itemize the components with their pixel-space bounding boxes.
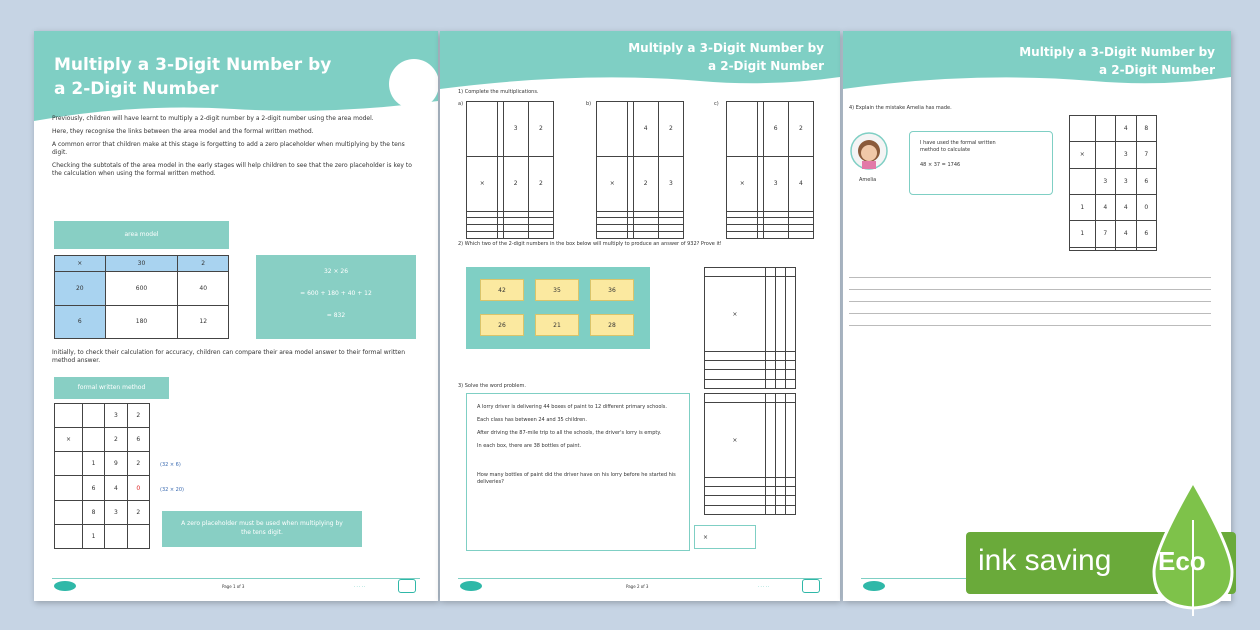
grid-cell[interactable]: 4 <box>788 156 813 211</box>
note-box: A zero placeholder must be used when multiplying by the tens digit. <box>162 511 362 547</box>
number-card: 36 <box>590 279 634 301</box>
grid-cell[interactable] <box>765 505 775 514</box>
brand-logo-icon <box>54 581 76 591</box>
eco-label: Eco <box>1158 546 1206 576</box>
paragraph: Initially, to check their calculation for accuracy, children can compare their area model answer to their formal written method answer. <box>52 349 405 364</box>
grid-cell[interactable]: 3 <box>1095 168 1115 194</box>
grid-cell[interactable]: 3 <box>105 500 127 524</box>
grid-cell[interactable] <box>775 268 785 277</box>
grid-cell[interactable] <box>727 232 758 239</box>
grid-cell[interactable] <box>727 211 758 218</box>
grid-cell[interactable] <box>765 379 775 388</box>
grid-cell[interactable] <box>785 370 795 379</box>
paragraph: After driving the 87-mile trip to all the schools, the driver's lorry is empty. <box>477 430 662 436</box>
grid-cell[interactable]: 3 <box>763 156 788 211</box>
working-grid <box>704 267 796 389</box>
title-line: Multiply a 3-Digit Number by <box>628 41 824 55</box>
grid-cell[interactable] <box>785 477 795 486</box>
grid-cell[interactable] <box>1095 116 1115 142</box>
grid-cell[interactable] <box>658 218 683 225</box>
grid-cell[interactable] <box>785 505 795 514</box>
paragraph: A lorry driver is delivering 44 boxes of paint to 12 different primary schools. <box>477 404 667 410</box>
question-label: b) <box>586 101 592 107</box>
character-name: Amelia <box>859 177 877 183</box>
grid-cell[interactable] <box>765 487 775 496</box>
grid-cell[interactable] <box>785 277 795 351</box>
paragraph: Checking the subtotals of the area model in the early stages will help children to see that the zero placeholder is key to the calculation when using the formal written method. <box>52 162 412 177</box>
grid-cell[interactable]: × <box>705 277 766 351</box>
grid-cell[interactable] <box>503 218 528 225</box>
title-line: Multiply a 3-Digit Number by <box>54 55 332 75</box>
grid-cell[interactable] <box>775 379 785 388</box>
grid-cell[interactable]: 2 <box>528 102 553 157</box>
grid-cell[interactable] <box>597 218 628 225</box>
grid-cell[interactable]: 3 <box>503 102 528 157</box>
grid-cell[interactable]: × <box>55 428 83 452</box>
footer-rule <box>52 578 420 579</box>
grid-cell[interactable] <box>775 351 785 360</box>
grid-cell[interactable] <box>727 102 758 157</box>
grid-cell[interactable]: 6 <box>82 476 104 500</box>
grid-cell[interactable] <box>467 102 498 157</box>
answer-line[interactable] <box>849 277 1211 278</box>
amelia-avatar-icon <box>849 131 889 175</box>
grid-cell[interactable] <box>467 218 498 225</box>
footer-badge-icon <box>398 579 416 593</box>
grid-cell[interactable]: 1 <box>1070 194 1096 220</box>
answer-line[interactable] <box>849 289 1211 290</box>
grid-cell[interactable] <box>775 496 785 505</box>
grid-cell[interactable]: 2 <box>127 500 149 524</box>
multiplication-grid <box>726 101 814 239</box>
number-card: 42 <box>480 279 524 301</box>
grid-cell[interactable] <box>705 351 766 360</box>
title-line: a 2-Digit Number <box>54 79 219 99</box>
grid-cell[interactable] <box>765 351 775 360</box>
grid-cell[interactable] <box>658 232 683 239</box>
grid-cell[interactable] <box>775 370 785 379</box>
grid-cell[interactable] <box>55 524 83 548</box>
grid-cell[interactable] <box>1070 116 1096 142</box>
grid-cell[interactable] <box>763 218 788 225</box>
grid-cell[interactable] <box>763 232 788 239</box>
number-card: 26 <box>480 314 524 336</box>
grid-cell[interactable] <box>467 225 498 232</box>
answer-line[interactable] <box>849 301 1211 302</box>
grid-cell[interactable] <box>788 211 813 218</box>
grid-cell[interactable]: 6 <box>127 428 149 452</box>
number-card: 28 <box>590 314 634 336</box>
grid-cell[interactable]: 2 <box>528 156 553 211</box>
question-text: 2) Which two of the 2-digit numbers in the box below will multiply to produce an answer of 932? Prove it! <box>458 241 722 247</box>
speech-text: I have used the formal written <box>920 140 996 146</box>
grid-cell[interactable] <box>597 211 628 218</box>
grid-cell[interactable]: 2 <box>633 156 658 211</box>
grid-cell[interactable]: 6 <box>763 102 788 157</box>
question-text: 3) Solve the word problem. <box>458 383 526 389</box>
word-problem-box <box>466 393 690 551</box>
grid-cell[interactable] <box>658 211 683 218</box>
number-card: 21 <box>535 314 579 336</box>
grid-cell[interactable] <box>1095 142 1115 168</box>
annotation-label: (32 × 20) <box>160 487 184 493</box>
grid-cell[interactable]: × <box>705 403 766 477</box>
multiplication-grid <box>466 101 554 239</box>
grid-cell[interactable] <box>775 487 785 496</box>
page-title <box>1019 43 1215 79</box>
grid-cell[interactable] <box>528 225 553 232</box>
table-cell: 6 <box>55 305 106 339</box>
grid-cell[interactable] <box>765 496 775 505</box>
grid-cell[interactable] <box>55 476 83 500</box>
grid-cell[interactable] <box>597 225 628 232</box>
table-cell: 12 <box>178 305 229 339</box>
footer-rule <box>458 578 822 579</box>
grid-cell[interactable] <box>633 232 658 239</box>
grid-cell[interactable] <box>785 361 795 370</box>
grid-cell[interactable] <box>528 232 553 239</box>
formal-method-grid <box>54 403 150 549</box>
grid-cell[interactable] <box>727 218 758 225</box>
page-title <box>628 39 824 75</box>
grid-cell[interactable] <box>785 351 795 360</box>
grid-cell[interactable] <box>775 277 785 351</box>
grid-cell[interactable] <box>105 524 127 548</box>
grid-cell[interactable]: 4 <box>1116 194 1136 220</box>
worksheet-page-1 <box>34 31 438 601</box>
grid-cell[interactable] <box>785 379 795 388</box>
grid-cell[interactable] <box>1070 168 1096 194</box>
grid-cell[interactable] <box>765 394 775 403</box>
grid-cell[interactable]: 4 <box>1116 116 1136 142</box>
grid-cell[interactable] <box>705 394 766 403</box>
grid-cell[interactable] <box>705 370 766 379</box>
table-cell: 600 <box>105 272 178 306</box>
grid-cell[interactable] <box>633 225 658 232</box>
calculation-box <box>256 255 416 339</box>
table-cell: 180 <box>105 305 178 339</box>
answer-line[interactable] <box>849 313 1211 314</box>
grid-cell[interactable]: 7 <box>1136 142 1157 168</box>
grid-cell[interactable] <box>705 379 766 388</box>
grid-cell[interactable] <box>658 225 683 232</box>
grid-cell[interactable] <box>467 232 498 239</box>
grid-cell[interactable] <box>785 487 795 496</box>
badge-text: ink saving <box>978 544 1112 577</box>
grid-cell[interactable] <box>528 218 553 225</box>
grid-cell[interactable]: 7 <box>1095 221 1115 247</box>
grid-cell[interactable] <box>705 496 766 505</box>
grid-cell[interactable] <box>467 211 498 218</box>
grid-cell[interactable]: 2 <box>105 428 127 452</box>
grid-cell[interactable]: 4 <box>1116 221 1136 247</box>
table-cell: 40 <box>178 272 229 306</box>
grid-cell[interactable] <box>788 232 813 239</box>
speech-bubble <box>909 131 1053 195</box>
footer-text: · · · · · <box>354 584 366 589</box>
calc-line: = 832 <box>326 312 346 319</box>
grid-cell[interactable]: 1 <box>82 524 104 548</box>
grid-cell[interactable]: 1 <box>1070 221 1096 247</box>
grid-cell[interactable] <box>705 268 766 277</box>
grid-cell[interactable] <box>503 232 528 239</box>
grid-cell[interactable]: 4 <box>1095 194 1115 220</box>
annotation-label: (32 × 6) <box>160 462 181 468</box>
grid-cell[interactable] <box>1116 247 1136 250</box>
page-number: Page 1 of 3 <box>222 584 245 589</box>
grid-cell[interactable]: 2 <box>788 102 813 157</box>
formal-method-label: formal written method <box>54 377 169 399</box>
grid-cell[interactable] <box>765 277 775 351</box>
grid-cell[interactable] <box>633 211 658 218</box>
table-cell: 30 <box>105 256 178 272</box>
grid-cell[interactable] <box>705 477 766 486</box>
grid-cell[interactable]: × <box>727 156 758 211</box>
grid-cell[interactable] <box>765 477 775 486</box>
paragraph: Previously, children will have learnt to multiply a 2-digit number by a 2-digit number using the area model. <box>52 115 374 122</box>
grid-cell[interactable] <box>55 452 83 476</box>
area-model-table <box>54 255 229 339</box>
working-grid <box>704 393 796 515</box>
grid-cell[interactable] <box>763 211 788 218</box>
number-card: 35 <box>535 279 579 301</box>
answer-line[interactable] <box>849 325 1211 326</box>
grid-cell[interactable]: × <box>1070 142 1096 168</box>
question-text: 4) Explain the mistake Amelia has made. <box>849 105 952 111</box>
footer-text: · · · · · <box>758 584 770 589</box>
grid-cell[interactable]: 4 <box>633 102 658 157</box>
grid-cell[interactable] <box>528 211 553 218</box>
worksheet-page-2 <box>440 31 840 601</box>
grid-cell[interactable] <box>127 524 149 548</box>
calc-line: = 600 + 180 + 40 + 12 <box>300 290 372 297</box>
speech-text: method to calculate <box>920 147 971 153</box>
grid-cell[interactable] <box>775 477 785 486</box>
grid-cell[interactable] <box>765 403 775 477</box>
grid-cell[interactable] <box>705 487 766 496</box>
title-line: a 2-Digit Number <box>1098 63 1215 77</box>
page-number: Page 2 of 3 <box>626 584 649 589</box>
brand-logo-icon <box>863 581 885 591</box>
grid-cell[interactable] <box>597 232 628 239</box>
calc-line: 32 × 26 <box>323 268 349 275</box>
brand-logo-icon <box>460 581 482 591</box>
paragraph: A common error that children make at this stage is forgetting to add a zero placeholder when multiplying by the tens digit. <box>52 141 405 156</box>
grid-cell[interactable] <box>765 361 775 370</box>
grid-cell[interactable] <box>775 394 785 403</box>
grid-cell[interactable]: 4 <box>105 476 127 500</box>
title-line: Multiply a 3-Digit Number by <box>1019 45 1215 59</box>
footer-badge-icon <box>802 579 820 593</box>
grid-cell[interactable]: 3 <box>1116 168 1136 194</box>
grid-cell[interactable] <box>775 505 785 514</box>
grid-cell[interactable]: 1 <box>82 452 104 476</box>
grid-cell[interactable]: 9 <box>105 452 127 476</box>
grid-cell[interactable] <box>82 428 104 452</box>
paragraph: In each box, there are 38 bottles of paint. <box>477 443 582 449</box>
amelia-working-grid <box>1069 115 1157 251</box>
question-label: a) <box>458 101 464 107</box>
grid-cell[interactable] <box>775 361 785 370</box>
table-cell: 20 <box>55 272 106 306</box>
paragraph: Here, they recognise the links between the area model and the formal written method. <box>52 128 314 135</box>
grid-cell[interactable] <box>785 268 795 277</box>
grid-cell[interactable]: 8 <box>1136 116 1157 142</box>
grid-cell[interactable]: 6 <box>1136 221 1157 247</box>
question-text: 1) Complete the multiplications. <box>458 89 539 95</box>
question-label: c) <box>714 101 719 107</box>
grid-cell[interactable] <box>785 496 795 505</box>
multiplication-grid <box>596 101 684 239</box>
times-symbol: × <box>703 534 709 541</box>
grid-cell[interactable] <box>55 500 83 524</box>
number-cards-box <box>466 267 650 349</box>
grid-cell[interactable]: 3 <box>658 156 683 211</box>
grid-cell[interactable]: 2 <box>658 102 683 157</box>
grid-cell[interactable] <box>503 211 528 218</box>
answer-box[interactable] <box>694 525 756 549</box>
grid-cell[interactable]: 2 <box>127 404 149 428</box>
table-cell: 2 <box>178 256 229 272</box>
grid-cell[interactable] <box>727 225 758 232</box>
paragraph: Each class has between 24 and 35 children. <box>477 417 587 423</box>
speech-text: 48 × 37 = 1746 <box>920 162 961 168</box>
grid-cell[interactable] <box>785 394 795 403</box>
grid-cell[interactable] <box>1095 247 1115 250</box>
grid-cell[interactable] <box>788 225 813 232</box>
grid-cell[interactable] <box>503 225 528 232</box>
grid-cell[interactable] <box>55 404 83 428</box>
grid-cell[interactable]: 3 <box>105 404 127 428</box>
grid-cell[interactable] <box>785 403 795 477</box>
grid-cell[interactable] <box>765 268 775 277</box>
grid-cell[interactable] <box>82 404 104 428</box>
grid-cell[interactable]: 0 <box>127 476 149 500</box>
page-title <box>54 53 331 101</box>
grid-cell[interactable] <box>1070 247 1096 250</box>
grid-cell[interactable]: 8 <box>82 500 104 524</box>
grid-cell[interactable]: 6 <box>1136 168 1157 194</box>
area-model-label: area model <box>54 221 229 249</box>
grid-cell[interactable] <box>705 361 766 370</box>
grid-cell[interactable] <box>775 403 785 477</box>
paragraph: How many bottles of paint did the driver have on his lorry before he started his deliveries? <box>477 472 676 485</box>
grid-cell[interactable]: 3 <box>1116 142 1136 168</box>
title-line: a 2-Digit Number <box>707 59 824 73</box>
grid-cell[interactable] <box>633 218 658 225</box>
grid-cell[interactable]: × <box>467 156 498 211</box>
grid-cell[interactable]: 0 <box>1136 194 1157 220</box>
grid-cell[interactable] <box>1136 247 1157 250</box>
grid-cell[interactable]: 2 <box>503 156 528 211</box>
grid-cell[interactable]: 2 <box>127 452 149 476</box>
grid-cell[interactable] <box>765 370 775 379</box>
intro-text <box>52 115 418 178</box>
grid-cell[interactable] <box>705 505 766 514</box>
table-cell: × <box>55 256 106 272</box>
grid-cell[interactable]: × <box>597 156 628 211</box>
grid-cell[interactable] <box>788 218 813 225</box>
grid-cell[interactable] <box>763 225 788 232</box>
grid-cell[interactable] <box>597 102 628 157</box>
